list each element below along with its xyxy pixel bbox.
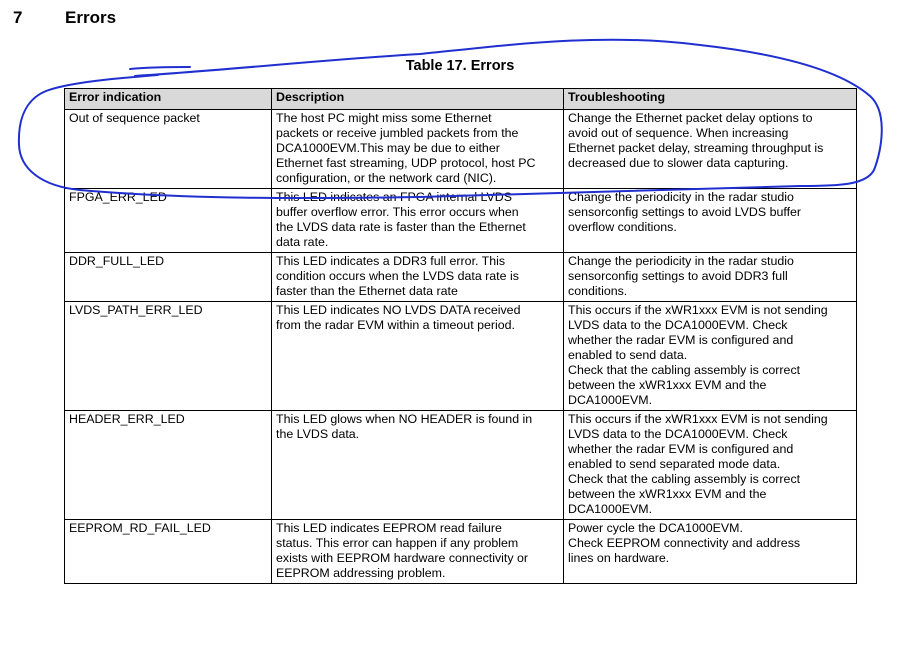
- troubleshooting-line: whether the radar EVM is configured and: [568, 333, 794, 347]
- header-error-indication: Error indication: [65, 89, 272, 110]
- cell-description: [272, 520, 564, 584]
- description-line: the LVDS data.: [276, 427, 360, 441]
- header-description: Description: [272, 89, 564, 110]
- troubleshooting-line: between the xWR1xxx EVM and the: [568, 378, 767, 392]
- description-line: This LED indicates NO LVDS DATA received: [276, 303, 521, 317]
- troubleshooting-line: decreased due to slower data capturing.: [568, 156, 789, 170]
- table-row: [65, 110, 857, 189]
- troubleshooting-line: Ethernet packet delay, streaming throughput is: [568, 141, 824, 155]
- troubleshooting-line: overflow conditions.: [568, 220, 677, 234]
- troubleshooting-line: This occurs if the xWR1xxx EVM is not sending: [568, 303, 828, 317]
- section-heading: [13, 8, 116, 28]
- table-caption: Table 17. Errors: [405, 58, 515, 74]
- description-line: exists with EEPROM hardware connectivity or: [276, 551, 529, 565]
- description-line: faster than the Ethernet data rate: [276, 284, 458, 298]
- cell-error-indication: LVDS_PATH_ERR_LED: [65, 302, 272, 411]
- cell-troubleshooting: [564, 302, 857, 411]
- description-line: DCA1000EVM.This may be due to either: [276, 141, 500, 155]
- troubleshooting-line: Check that the cabling assembly is correct: [568, 363, 801, 377]
- description-line: This LED glows when NO HEADER is found in: [276, 412, 533, 426]
- troubleshooting-line: conditions.: [568, 284, 628, 298]
- table-row: [65, 189, 857, 253]
- troubleshooting-line: Change the periodicity in the radar studio: [568, 254, 794, 268]
- cell-description: [272, 253, 564, 302]
- header-troubleshooting: Troubleshooting: [564, 89, 857, 110]
- table-row: [65, 302, 857, 411]
- description-line: buffer overflow error. This error occurs when: [276, 205, 519, 219]
- table-row: [65, 253, 857, 302]
- description-line: condition occurs when the LVDS data rate is: [276, 269, 519, 283]
- description-line: data rate.: [276, 235, 329, 249]
- troubleshooting-line: DCA1000EVM.: [568, 393, 653, 407]
- description-line: Ethernet fast streaming, UDP protocol, host PC: [276, 156, 536, 170]
- description-line: configuration, or the network card (NIC).: [276, 171, 497, 185]
- table-header-row: [65, 89, 857, 110]
- description-line: This LED indicates a DDR3 full error. This: [276, 254, 506, 268]
- troubleshooting-line: lines on hardware.: [568, 551, 670, 565]
- cell-error-indication: EEPROM_RD_FAIL_LED: [65, 520, 272, 584]
- troubleshooting-line: Check EEPROM connectivity and address: [568, 536, 801, 550]
- troubleshooting-line: sensorconfig settings to avoid LVDS buffer: [568, 205, 802, 219]
- description-line: EEPROM addressing problem.: [276, 566, 446, 580]
- troubleshooting-line: between the xWR1xxx EVM and the: [568, 487, 767, 501]
- troubleshooting-line: LVDS data to the DCA1000EVM. Check: [568, 318, 788, 332]
- cell-error-indication: HEADER_ERR_LED: [65, 411, 272, 520]
- troubleshooting-line: sensorconfig settings to avoid DDR3 full: [568, 269, 788, 283]
- description-line: packets or receive jumbled packets from the: [276, 126, 519, 140]
- cell-description: [272, 302, 564, 411]
- description-line: the LVDS data rate is faster than the Ethernet: [276, 220, 526, 234]
- troubleshooting-line: Check that the cabling assembly is correct: [568, 472, 801, 486]
- errors-table: [64, 88, 857, 584]
- description-line: status. This error can happen if any problem: [276, 536, 519, 550]
- cell-troubleshooting: [564, 189, 857, 253]
- cell-error-indication: DDR_FULL_LED: [65, 253, 272, 302]
- troubleshooting-line: Change the periodicity in the radar studio: [568, 190, 794, 204]
- troubleshooting-line: enabled to send data.: [568, 348, 688, 362]
- cell-description: [272, 189, 564, 253]
- section-number: 7: [13, 8, 23, 27]
- cell-error-indication: Out of sequence packet: [65, 110, 272, 189]
- cell-troubleshooting: [564, 520, 857, 584]
- troubleshooting-line: LVDS data to the DCA1000EVM. Check: [568, 427, 788, 441]
- cell-troubleshooting: [564, 253, 857, 302]
- troubleshooting-line: DCA1000EVM.: [568, 502, 653, 516]
- troubleshooting-line: whether the radar EVM is configured and: [568, 442, 794, 456]
- cell-troubleshooting: [564, 411, 857, 520]
- table-row: [65, 520, 857, 584]
- troubleshooting-line: This occurs if the xWR1xxx EVM is not sending: [568, 412, 828, 426]
- troubleshooting-line: enabled to send separated mode data.: [568, 457, 781, 471]
- cell-description: [272, 411, 564, 520]
- section-title: Errors: [65, 8, 117, 27]
- cell-error-indication: FPGA_ERR_LED: [65, 189, 272, 253]
- troubleshooting-line: Change the Ethernet packet delay options to: [568, 111, 813, 125]
- description-line: The host PC might miss some Ethernet: [276, 111, 492, 125]
- cell-description: [272, 110, 564, 189]
- cell-troubleshooting: [564, 110, 857, 189]
- description-line: This LED indicates EEPROM read failure: [276, 521, 502, 535]
- troubleshooting-line: avoid out of sequence. When increasing: [568, 126, 789, 140]
- description-line: from the radar EVM within a timeout period.: [276, 318, 515, 332]
- table-row: [65, 411, 857, 520]
- description-line: This LED indicates an FPGA internal LVDS: [276, 190, 512, 204]
- troubleshooting-line: Power cycle the DCA1000EVM.: [568, 521, 743, 535]
